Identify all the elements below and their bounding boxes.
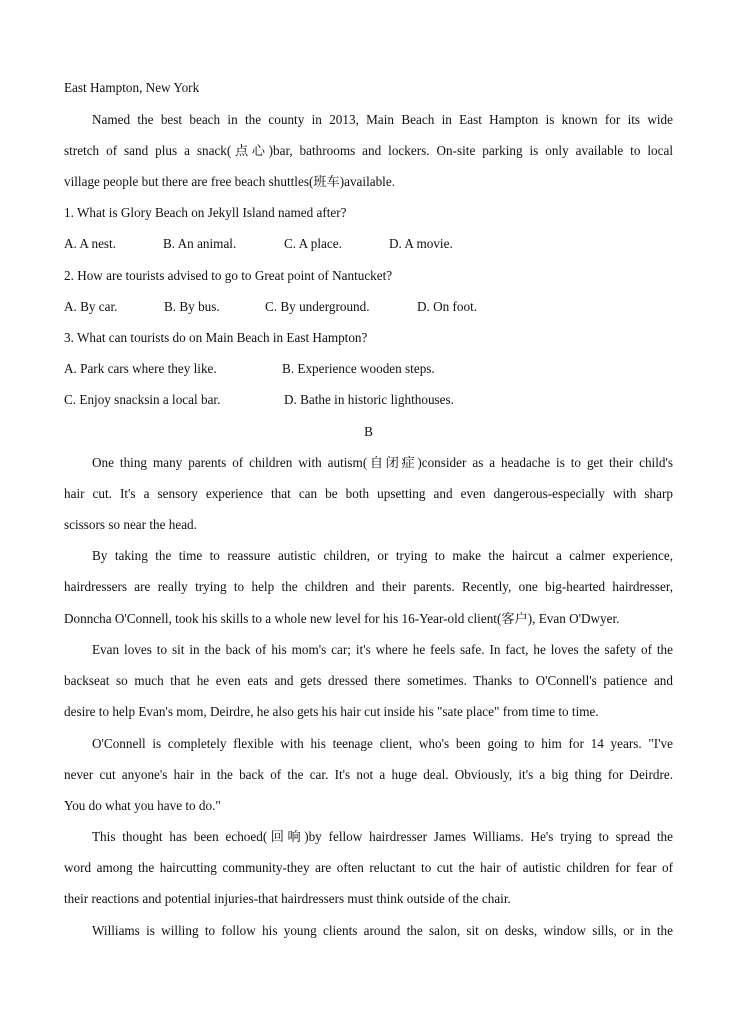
paragraph-4-line-3: You do what you have to do." (64, 798, 221, 813)
question-1-option-d: D. A movie. (389, 236, 453, 251)
paragraph-3-line-1: Evan loves to sit in the back of his mom's car; it's where he feels safe. In fact, he loves the safety of the (92, 642, 673, 657)
question-3-option-d: D. Bathe in historic lighthouses. (284, 392, 454, 407)
paragraph-1-line-3: scissors so near the head. (64, 517, 197, 532)
question-1-option-c: C. A place. (284, 236, 342, 251)
paragraph-4-line-1: O'Connell is completely flexible with his teenage client, who's been going to him for 14 years. "I've (92, 736, 673, 751)
question-3-option-b: B. Experience wooden steps. (282, 361, 435, 376)
question-2-option-c: C. By underground. (265, 299, 370, 314)
question-2-option-d: D. On foot. (417, 299, 478, 314)
paragraph-1-line-1: One thing many parents of children with autism(自闭症)consider as a headache is to get their child's (92, 455, 673, 470)
location-heading: East Hampton, New York (64, 80, 200, 95)
paragraph-2-line-2: hairdressers are really trying to help the children and their parents. Recently, one big-hearted hairdresser, (64, 579, 673, 594)
section-b-heading: B (364, 424, 373, 439)
question-1-stem: 1. What is Glory Beach on Jekyll Island named after? (64, 205, 347, 220)
paragraph-4-line-2: never cut anyone's hair in the back of the car. It's not a huge deal. Obviously, it's a big thing for Deirdre. (64, 767, 673, 782)
paragraph-2-line-3: Donncha O'Connell, took his skills to a whole new level for his 16-Year-old client(客户), Evan O'Dwyer. (64, 611, 620, 626)
paragraph-6-line-1: Williams is willing to follow his young clients around the salon, sit on desks, window sills, or in the (92, 923, 673, 938)
paragraph-5-line-1: This thought has been echoed(回响)by fellow hairdresser James Williams. He's trying to spread the (92, 829, 673, 844)
paragraph-5-line-3: their reactions and potential injuries-that hairdressers must think outside of the chair. (64, 891, 511, 906)
paragraph-2-line-1: By taking the time to reassure autistic children, or trying to make the haircut a calmer experience, (92, 548, 673, 563)
question-1-option-b: B. An animal. (163, 236, 237, 251)
paragraph-5-line-2: word among the haircutting community-they are often reluctant to cut the hair of autistic children for fear of (64, 860, 673, 875)
question-3-option-c: C. Enjoy snacksin a local bar. (64, 392, 221, 407)
intro-line-3: village people but there are free beach shuttles(班车)available. (64, 174, 396, 189)
paragraph-1-line-2: hair cut. It's a sensory experience that can be both upsetting and even dangerous-especially with sharp (64, 486, 673, 501)
question-2-option-a: A. By car. (64, 299, 118, 314)
paragraph-3-line-2: backseat so much that he even eats and gets dressed there sometimes. Thanks to O'Connell's patience and (64, 673, 673, 688)
intro-line-1: Named the best beach in the county in 2013, Main Beach in East Hampton is known for its wide (92, 112, 673, 127)
question-3-stem: 3. What can tourists do on Main Beach in East Hampton? (64, 330, 368, 345)
question-2-option-b: B. By bus. (164, 299, 220, 314)
question-2-stem: 2. How are tourists advised to go to Great point of Nantucket? (64, 268, 393, 283)
question-3-option-a: A. Park cars where they like. (64, 361, 217, 376)
paragraph-3-line-3: desire to help Evan's mom, Deirdre, he also gets his hair cut inside his "sate place" from time to time. (64, 704, 599, 719)
intro-line-2: stretch of sand plus a snack(点心)bar, bathrooms and lockers. On-site parking is only available to local (64, 143, 673, 158)
question-1-option-a: A. A nest. (64, 236, 117, 251)
